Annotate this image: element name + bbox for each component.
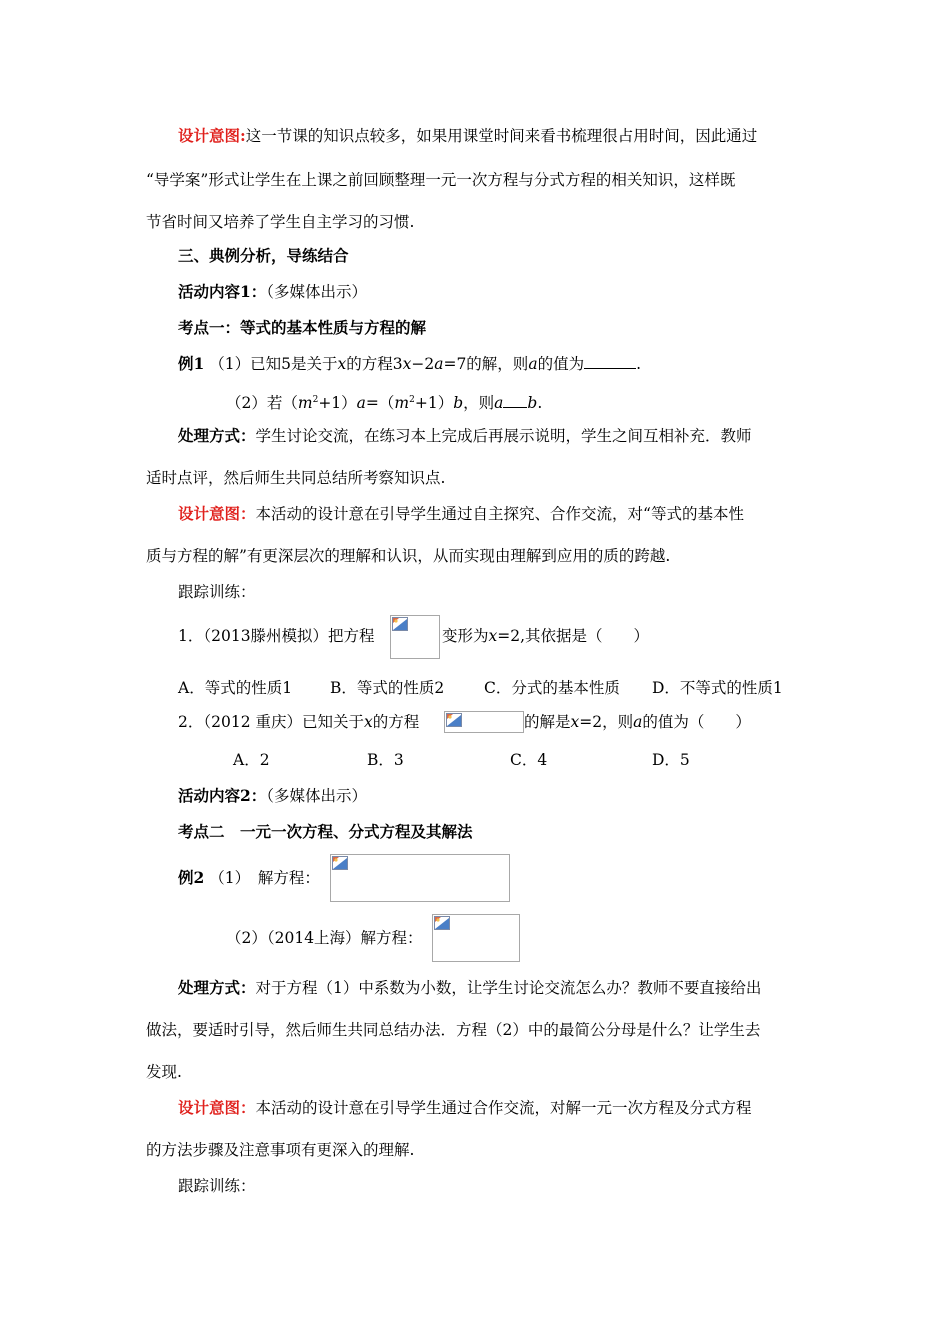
text: 变形为	[442, 627, 489, 645]
broken-image-icon	[332, 856, 348, 870]
option-c[interactable]: C．4	[510, 751, 548, 769]
text: （2）若（	[226, 394, 298, 413]
example-2-label: 例2	[178, 868, 205, 887]
example-2-q1	[178, 868, 320, 888]
text: 的解是	[524, 713, 571, 731]
activity-2-note: （多媒体出示）	[266, 787, 368, 805]
text: 1．（2013滕州模拟）把方程	[178, 627, 375, 645]
broken-image-icon	[434, 916, 450, 930]
text: =2，则	[579, 713, 634, 731]
answer-blank	[584, 354, 636, 369]
design-3-line-2: 的方法步骤及注意事项有更深入的理解.	[146, 1141, 415, 1159]
design-intent-line-1	[178, 126, 757, 146]
text: 2．（2012 重庆）已知关于	[178, 713, 364, 731]
design-2-text: 本活动的设计意在引导学生通过自主探究、合作交流，对“等式的基本性	[255, 505, 744, 523]
example-2-q2: （2）（2014上海）解方程：	[226, 929, 423, 947]
sup: 2	[409, 395, 415, 405]
question-1-suffix	[442, 626, 649, 646]
section-heading: 三、典例分析，导练结合	[178, 246, 349, 265]
text: 的值为	[537, 355, 585, 373]
answer-blank	[503, 393, 527, 408]
design-intent-text: 这一节课的知识点较多，如果用课堂时间来看书梳理很占用时间，因此通过	[245, 127, 758, 145]
text: +1）	[318, 394, 357, 413]
design-intent-line-3: 节省时间又培养了学生自主学习的习惯.	[146, 213, 415, 231]
method-1-line-1	[178, 426, 752, 446]
text: （1）已知5是关于	[209, 355, 338, 373]
question-2	[178, 712, 419, 732]
question-2-suffix	[524, 712, 751, 732]
var: x	[402, 355, 412, 373]
var: x	[570, 713, 580, 731]
var: a	[494, 394, 504, 413]
design-2-line-2: 质与方程的解”有更深层次的理解和认识，从而实现由理解到应用的质的跨越.	[146, 547, 671, 565]
broken-image-icon	[392, 617, 408, 631]
method-2-label: 处理方式：	[178, 978, 256, 997]
activity-1-note: （多媒体出示）	[266, 283, 368, 301]
activity-1-label: 活动内容1：	[178, 282, 267, 301]
text: =2,其依据是（ ）	[497, 627, 650, 645]
equation-image-placeholder	[390, 615, 440, 659]
var: x	[364, 713, 373, 731]
var: x	[337, 355, 347, 373]
activity-1	[178, 282, 367, 302]
design-3-line-1	[178, 1098, 752, 1118]
question-2-options	[233, 750, 690, 770]
method-2-line-1	[178, 978, 761, 998]
method-1-text: 学生讨论交流，在练习本上完成后再展示说明，学生之间互相补充．教师	[255, 427, 752, 445]
design-2-line-1	[178, 504, 744, 524]
design-3-label: 设计意图：	[178, 1098, 256, 1117]
option-a[interactable]: A．等式的性质1	[178, 679, 293, 697]
broken-image-icon	[446, 713, 462, 727]
design-intent-label: 设计意图:	[178, 126, 246, 145]
text: +1）	[414, 394, 454, 413]
var: a	[434, 355, 444, 373]
option-b[interactable]: B．3	[367, 751, 404, 769]
method-1-line-2: 适时点评，然后师生共同总结所考察知识点.	[146, 469, 446, 487]
var: m	[297, 394, 313, 413]
option-b[interactable]: B．等式的性质2	[330, 679, 445, 697]
var: a	[356, 394, 366, 413]
text: =7的解，则	[443, 355, 529, 373]
text: （1） 解方程：	[209, 869, 320, 887]
example-1-label: 例1	[178, 354, 205, 373]
var: b	[453, 394, 464, 413]
equation-image-placeholder	[330, 854, 510, 902]
var: m	[394, 394, 410, 413]
var: a	[633, 713, 643, 731]
option-d[interactable]: D．5	[652, 751, 690, 769]
text: 的值为（ ）	[642, 713, 751, 731]
method-2-text: 对于方程（1）中系数为小数，让学生讨论交流怎么办？教师不要直接给出	[255, 979, 762, 997]
option-a[interactable]: A．2	[233, 751, 270, 769]
method-1-label: 处理方式：	[178, 426, 256, 445]
text: 的方程	[372, 713, 420, 731]
sup: 2	[312, 395, 319, 405]
example-1-q1	[178, 354, 641, 374]
activity-2	[178, 786, 367, 806]
method-2-line-2: 做法，要适时引导，然后师生共同总结办法．方程（2）中的最简公分母是什么？让学生去	[146, 1021, 761, 1039]
var: a	[528, 355, 538, 373]
equation-image-placeholder	[444, 711, 524, 733]
text: .	[636, 355, 642, 373]
option-c[interactable]: C．分式的基本性质	[484, 679, 620, 697]
point-1-heading: 考点一：等式的基本性质与方程的解	[178, 318, 427, 337]
method-2-line-3: 发现.	[146, 1063, 182, 1081]
point-2-heading: 考点二 一元一次方程、分式方程及其解法	[178, 822, 473, 841]
var: b	[527, 394, 538, 413]
var: x	[488, 627, 498, 645]
text: 的方程3	[346, 355, 403, 373]
activity-2-label: 活动内容2：	[178, 786, 267, 805]
question-1	[178, 626, 375, 646]
text: ，则	[463, 394, 495, 413]
option-d[interactable]: D．不等式的性质1	[652, 679, 783, 697]
design-intent-line-2: “导学案”形式让学生在上课之前回顾整理一元一次方程与分式方程的相关知识，这样既	[146, 171, 736, 189]
text: =（	[365, 394, 395, 413]
track-2-heading: 跟踪训练：	[178, 1177, 256, 1195]
example-1-q2	[226, 390, 542, 413]
text: .	[537, 394, 543, 413]
design-2-label: 设计意图：	[178, 504, 256, 523]
question-1-options	[178, 678, 783, 698]
design-3-text: 本活动的设计意在引导学生通过合作交流，对解一元一次方程及分式方程	[255, 1099, 752, 1117]
equation-image-placeholder	[432, 914, 520, 962]
text: −2	[411, 355, 435, 373]
track-1-heading: 跟踪训练：	[178, 583, 256, 601]
